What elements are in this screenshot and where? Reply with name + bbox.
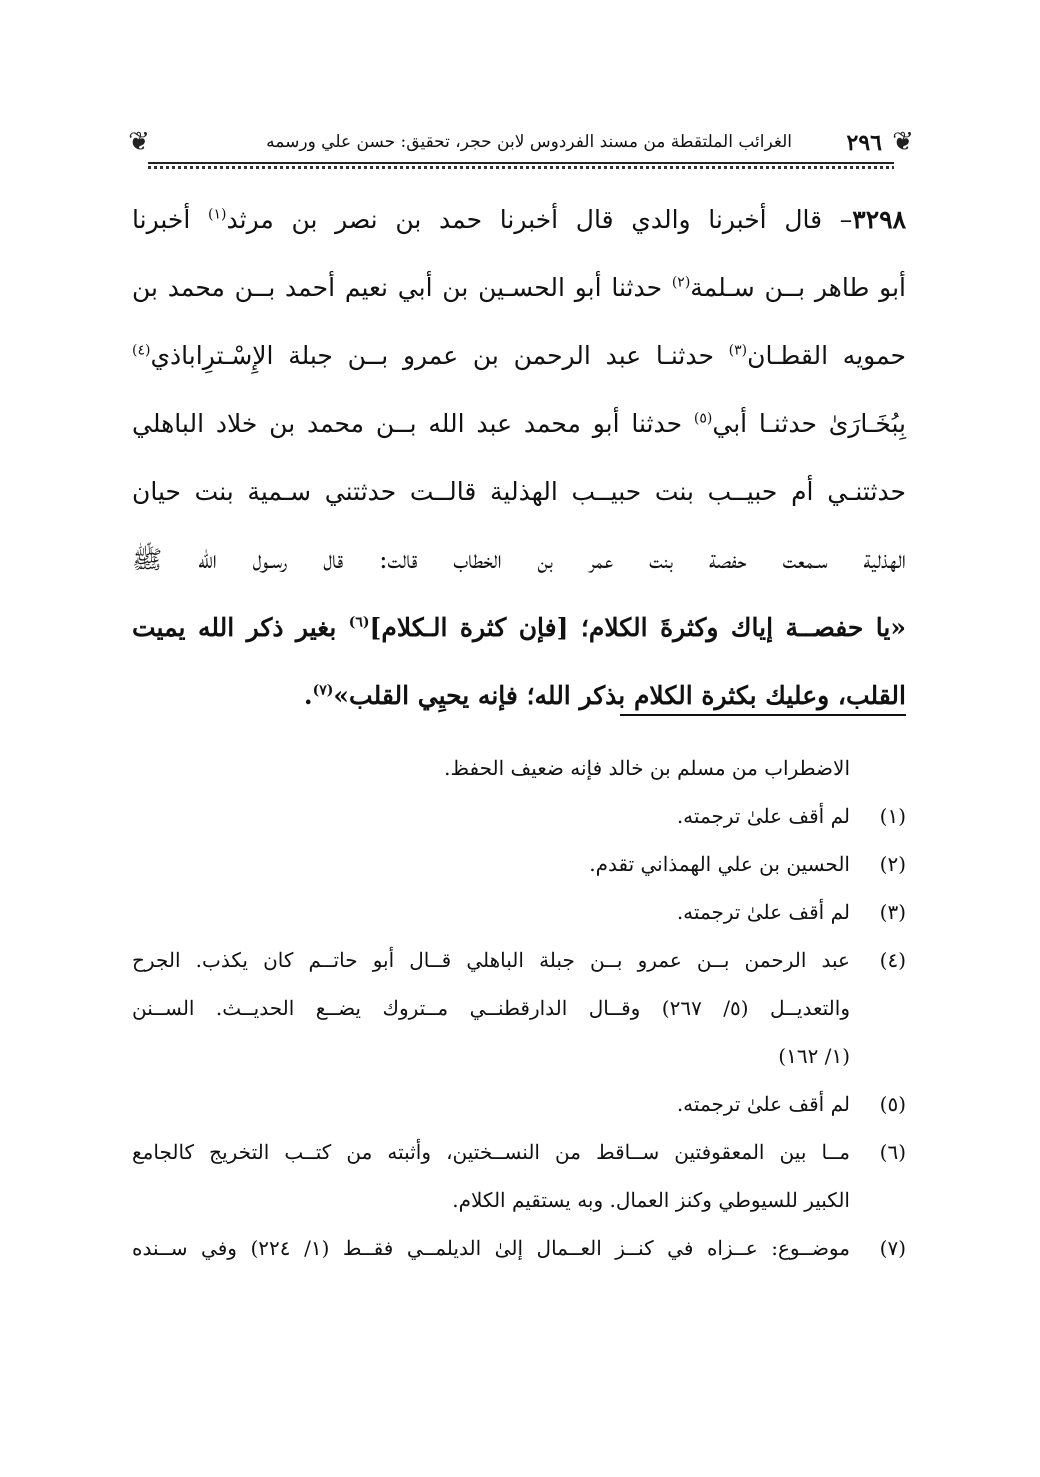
footnote-marker: (٢) <box>879 852 906 876</box>
text-line <box>132 322 906 390</box>
footnote-ref: (٢) <box>671 274 691 291</box>
footnote-marker: (٤) <box>879 948 906 972</box>
text-line <box>132 390 906 458</box>
footnote-carryover: الاضطراب من مسلم بن خالد فإنه ضعيف الحفظ. <box>444 756 850 780</box>
footnote-marker: (٥) <box>879 1092 906 1116</box>
footnote-text <box>132 1224 850 1272</box>
footnote-ref: (٥) <box>693 410 713 427</box>
footnote-marker: (٧) <box>879 1236 906 1260</box>
ornament-left-icon: ❦ <box>128 127 150 157</box>
footnote-line: لم أقف علىٰ ترجمته. <box>676 804 850 828</box>
footnote-item <box>132 1128 906 1224</box>
footnote-text <box>132 1128 850 1224</box>
line-segment: حدثنـا عبد الرحمن بن عمرو بــن جبلة الإِسْـترِاباذي <box>150 341 729 370</box>
line-segment: أخبرنا <box>132 205 209 234</box>
page-number: ٢٩٦ <box>846 130 882 156</box>
line-segment: «يا حفصــة إياك وكثرةَ الكلام؛ [فإن كثرة الـكلام] <box>369 613 906 642</box>
footnote-item <box>132 840 906 888</box>
footnotes <box>132 744 906 1272</box>
footnote-line: عبد الرحمن بــن عمرو بــن جبلة الباهلي قــال أبو حاتــم كان يكذب. الجرح <box>132 948 850 972</box>
footnote-text <box>132 888 850 936</box>
page-header <box>130 118 912 174</box>
line-segment: أبو طاهر بــن سـلمة <box>690 273 906 302</box>
footnote-item <box>132 888 906 936</box>
footnote-text <box>132 840 850 888</box>
hadith-matn-line <box>132 662 906 730</box>
footnote-text <box>132 792 850 840</box>
footnote-ref: (٣) <box>728 342 748 359</box>
footnote-marker: (٣) <box>879 900 906 924</box>
footnote-item <box>132 792 906 840</box>
text-line <box>132 254 906 322</box>
hadith-number: ٣٢٩٨ <box>852 205 906 234</box>
footnote-line: الكبير للسيوطي وكنز العمال. وبه يستقيم الكلام. <box>452 1188 850 1212</box>
footnote-marker: (١) <box>879 804 906 828</box>
footnote-item <box>132 936 906 1080</box>
footnote-line: الحسين بن علي الهمذاني تقدم. <box>589 852 850 876</box>
line-segment: حدثنا أبو محمد عبد الله بــن محمد بن خلاد الباهلي <box>132 409 694 438</box>
footnote-line: مــا بين المعقوفتين ســاقط من النســختين، وأثبته من كتــب التخريج كالجامع <box>132 1140 850 1164</box>
running-title: الغرائب الملتقطة من مسند الفردوس لابن حجر، تحقيق: حسن علي ورسمه <box>266 132 792 152</box>
line-segment: حدثنا أبو الحسـين بن أبي نعيم أحمد بــن محمد بن <box>132 273 672 302</box>
line-segment: بِبُخَـارَىٰ حدثنـا أبي <box>712 409 906 438</box>
footnote-line: لم أقف علىٰ ترجمته. <box>676 1092 850 1116</box>
text-line <box>132 186 906 254</box>
text-line: حدثتنـي أم حبيــب بنت حبيــب الهذلية قالــت حدثتني سـمية بنت حيان <box>132 477 906 506</box>
footnote-line: والتعديــل (٥/ ٢٦٧) وقــال الدارقطنــي مــتروك يضــع الحديــث. الســنن <box>132 996 850 1020</box>
footnote-text <box>132 936 850 1080</box>
line-segment: القلب، وعليك بكثرة الكلام بذكر الله؛ فإنه يحيِي القلب» <box>333 681 906 710</box>
footnote-line: لم أقف علىٰ ترجمته. <box>676 900 850 924</box>
footnote-ref: (٤) <box>132 342 151 359</box>
footnote-item <box>132 1080 906 1128</box>
footnote-ref: (٦) <box>348 614 370 631</box>
text-line: الهذلية سـمعت حفصة بنت عمر بن الخطاب قالت: قال رسـول الله ﷺ <box>132 545 906 574</box>
line-segment: حمويه القطـان <box>747 341 906 370</box>
hadith-text <box>132 186 906 730</box>
footnote-separator <box>620 714 906 716</box>
footnote-item <box>132 1224 906 1272</box>
footnote-text <box>132 1080 850 1128</box>
footnote-ref: (٧) <box>312 682 334 699</box>
line-segment: – قال أخبرنا والدي قال أخبرنا حمد بن نصر بن مرثد <box>226 205 853 234</box>
footnote-line: موضــوع: عــزاه في كنــز العــمال إلىٰ الديلمــي فقــط (١/ ٢٢٤) وفي ســنده <box>132 1236 850 1260</box>
header-rule <box>148 162 894 170</box>
line-segment: . <box>303 681 313 710</box>
footnote-marker: (٦) <box>879 1140 906 1164</box>
ornament-right-icon: ❦ <box>892 127 914 157</box>
footnote-ref: (١) <box>208 206 227 223</box>
hadith-matn-line <box>132 594 906 662</box>
footnote-line: (١/ ١٦٢) <box>778 1044 850 1068</box>
line-segment: بغير ذكر الله يميت <box>132 613 349 642</box>
